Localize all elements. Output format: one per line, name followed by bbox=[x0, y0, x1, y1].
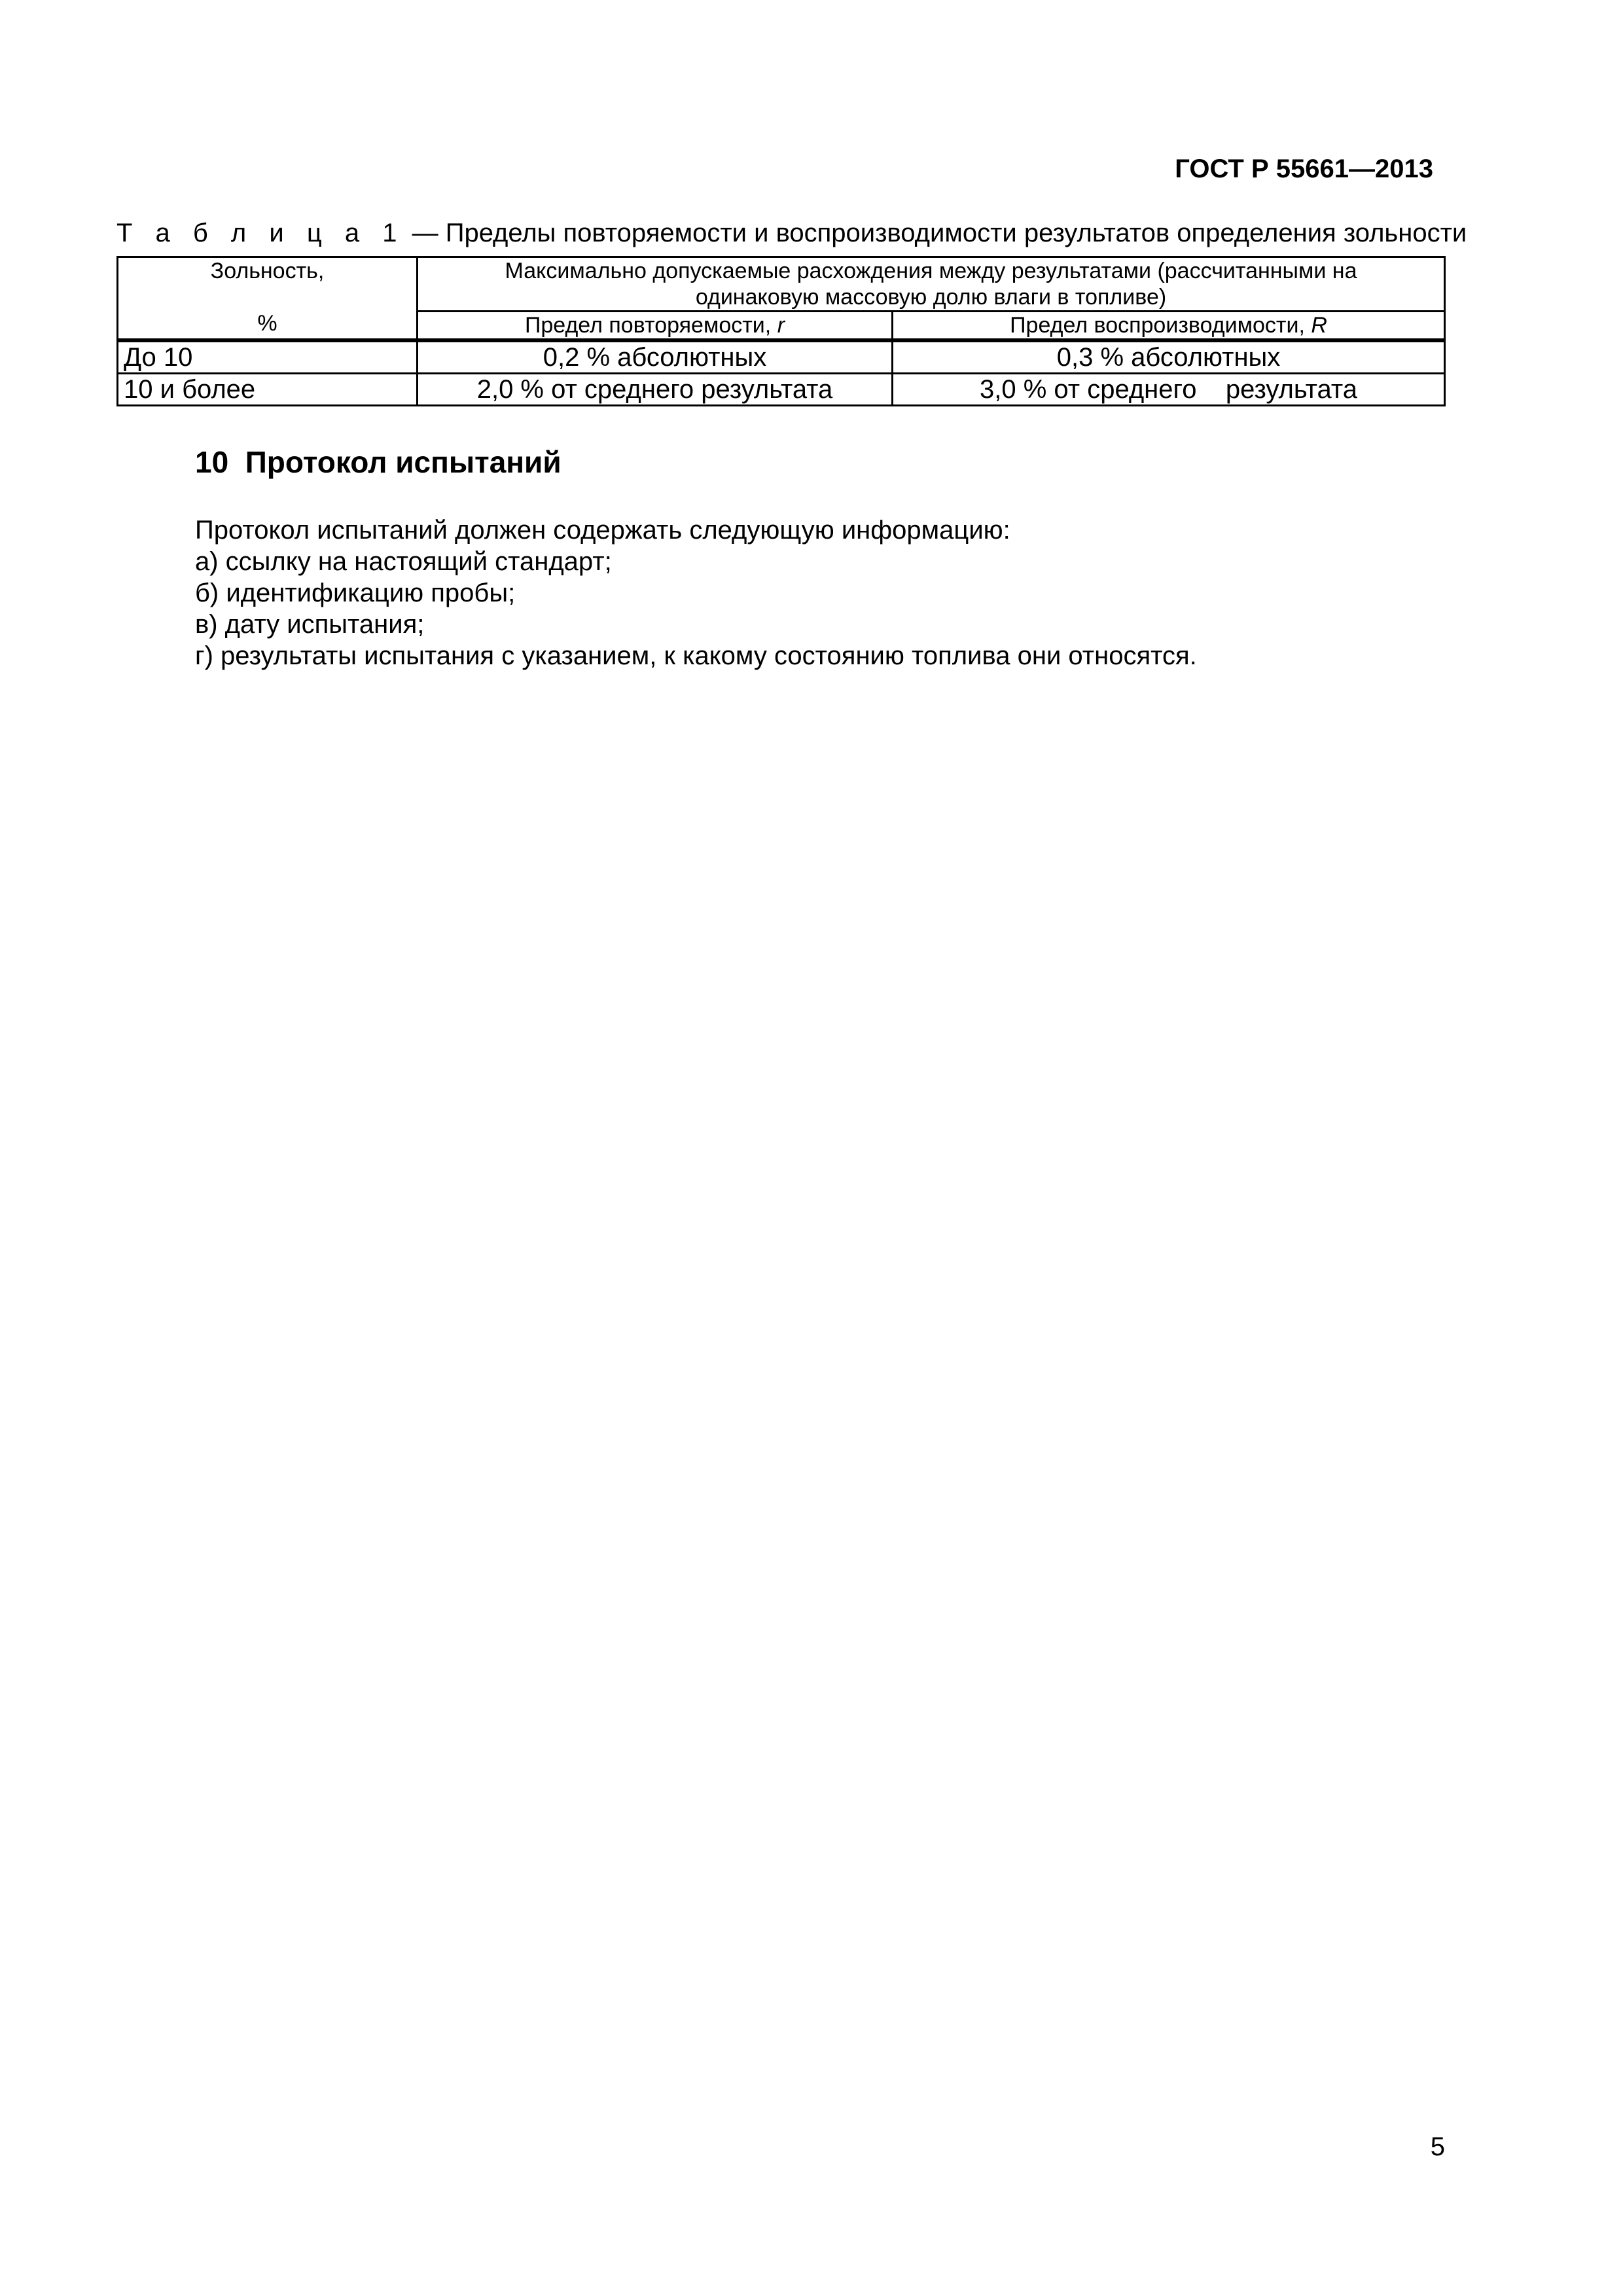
reproducibility-column-header bbox=[893, 312, 1445, 341]
table-header-row bbox=[118, 257, 1445, 312]
table-row bbox=[118, 374, 1445, 406]
repeatability-cell: 2,0 % от среднего результата bbox=[418, 374, 893, 406]
ash-column-header bbox=[118, 257, 418, 341]
repeatability-header-text: Предел повторяемости, bbox=[524, 313, 777, 338]
ash-header-line2: % bbox=[257, 311, 277, 336]
reproducibility-header-text: Предел воспроизводимости, bbox=[1010, 313, 1311, 338]
table-caption bbox=[116, 219, 1467, 248]
table-caption-text: — Пределы повторяемости и воспроизводимости результатов определения зольности bbox=[404, 219, 1467, 247]
group-column-header: Максимально допускаемые расхождения между результатами (рассчитанными на одинаковую массовую долю влаги в топливе) bbox=[418, 257, 1445, 312]
table-row bbox=[118, 340, 1445, 374]
reproducibility-cell: 3,0 % от среднего результата bbox=[893, 374, 1445, 406]
ash-header-line1: Зольность, bbox=[210, 259, 325, 283]
ash-limits-table bbox=[116, 256, 1446, 406]
protocol-item-b: б) идентификацию пробы; bbox=[195, 579, 516, 607]
ash-cell: До 10 bbox=[118, 340, 418, 374]
protocol-item-c: в) дату испытания; bbox=[195, 610, 425, 639]
repeatability-cell: 0,2 % абсолютных bbox=[418, 340, 893, 374]
document-code: ГОСТ Р 55661—2013 bbox=[1175, 154, 1433, 183]
repeatability-column-header bbox=[418, 312, 893, 341]
reproducibility-symbol: R bbox=[1311, 313, 1327, 338]
page-number: 5 bbox=[1430, 2132, 1445, 2161]
protocol-item-d: г) результаты испытания с указанием, к какому состоянию топлива они относятся. bbox=[195, 641, 1197, 670]
protocol-item-a: а) ссылку на настоящий стандарт; bbox=[195, 547, 612, 576]
repeatability-symbol: r bbox=[777, 313, 785, 338]
table-caption-prefix: Т а б л и ц а 1 bbox=[116, 219, 405, 247]
section-heading: 10 Протокол испытаний bbox=[195, 445, 562, 479]
ash-cell: 10 и более bbox=[118, 374, 418, 406]
reproducibility-cell: 0,3 % абсолютных bbox=[893, 340, 1445, 374]
protocol-intro: Протокол испытаний должен содержать следующую информацию: bbox=[195, 516, 1010, 545]
